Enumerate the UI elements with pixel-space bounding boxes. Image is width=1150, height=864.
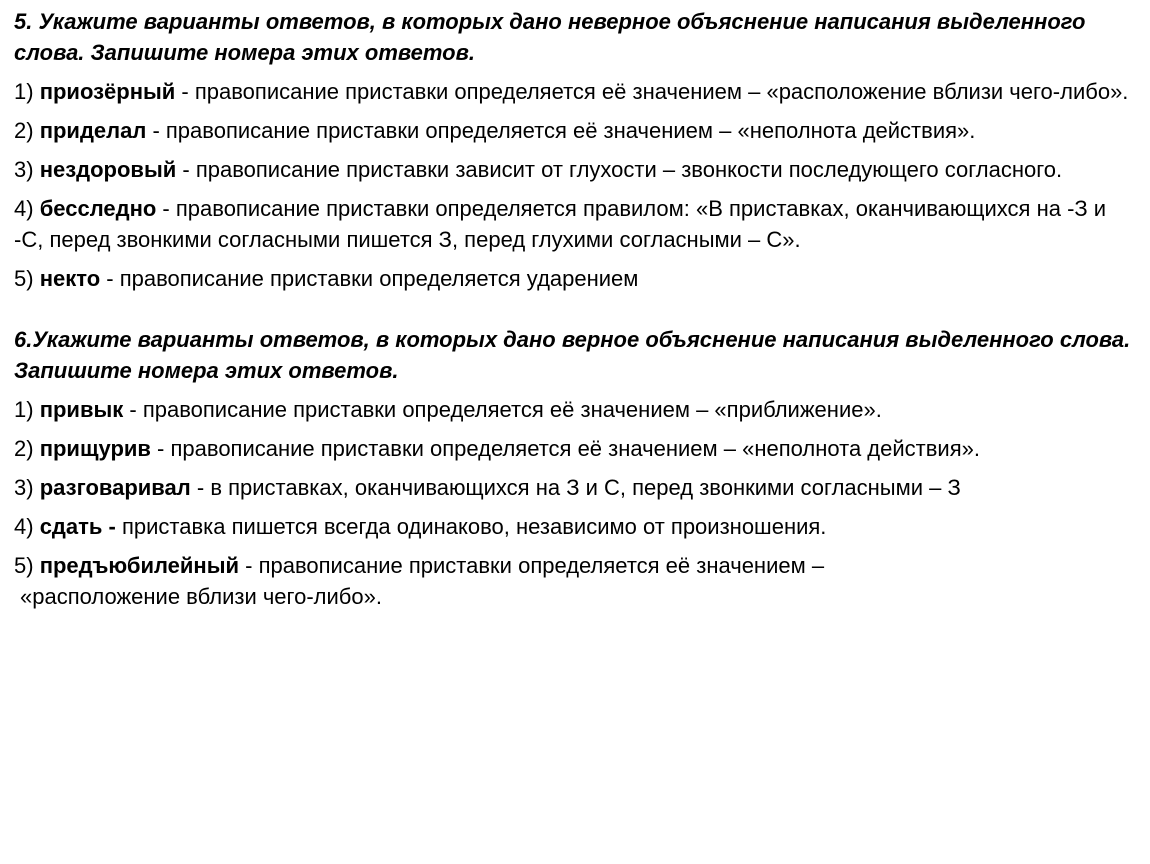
answer-item <box>14 550 1136 612</box>
answer-list <box>14 76 1136 294</box>
answer-explanation: - правописание приставки определяется её значением – «приближение». <box>123 397 882 422</box>
answer-word: бесследно <box>39 196 157 221</box>
answer-explanation: - правописание приставки определяется ударением <box>100 266 639 291</box>
answer-list <box>14 394 1136 612</box>
answer-explanation: - правописание приставки определяется её значением – «расположение вблизи чего-либо». <box>175 79 1129 104</box>
answer-word: привык <box>39 397 124 422</box>
task-6 <box>14 324 1136 612</box>
answer-explanation: - правописание приставки определяется её значением – «неполнота действия». <box>146 118 976 143</box>
answer-word: некто <box>39 266 101 291</box>
answer-number: 2) <box>14 118 34 143</box>
answer-explanation: - правописание приставки зависит от глухости – звонкости последующего согласного. <box>176 157 1063 182</box>
task-title: 6.Укажите варианты ответов, в которых дано верное объяснение написания выделенного слова. Запишите номера этих ответов. <box>14 327 1131 383</box>
answer-item <box>14 433 1136 464</box>
answer-word: нездоровый <box>39 157 177 182</box>
answer-number: 4) <box>14 514 34 539</box>
answer-word: сдать - <box>39 514 116 539</box>
answer-number: 2) <box>14 436 34 461</box>
answer-explanation: - правописание приставки определяется её значением – <box>239 553 825 578</box>
answer-word: приделал <box>39 118 147 143</box>
answer-word: приозёрный <box>39 79 176 104</box>
answer-item <box>14 76 1136 107</box>
answer-item <box>14 511 1136 542</box>
task-title: 5. Укажите варианты ответов, в которых дано неверное объяснение написания выделенного слова. Запишите номера этих ответов. <box>14 9 1086 65</box>
answer-explanation: - правописание приставки определяется правилом: «В приставках, оканчивающихся на -З и -С, перед звонкими согласными пишется З, перед глухими согласными – С». <box>14 196 1107 252</box>
answer-explanation-continued: «расположение вблизи чего-либо». <box>20 584 382 609</box>
answer-number: 1) <box>14 397 34 422</box>
answer-item <box>14 263 1136 294</box>
answer-number: 5) <box>14 553 34 578</box>
answer-explanation: - правописание приставки определяется её значением – «неполнота действия». <box>150 436 980 461</box>
answer-item <box>14 115 1136 146</box>
answer-item <box>14 193 1136 255</box>
answer-number: 4) <box>14 196 34 221</box>
answer-explanation: приставка пишется всегда одинаково, независимо от произношения. <box>115 514 827 539</box>
answer-item <box>14 472 1136 503</box>
answer-number: 1) <box>14 79 34 104</box>
answer-number: 3) <box>14 475 34 500</box>
answer-word: прищурив <box>39 436 151 461</box>
answer-explanation: - в приставках, оканчивающихся на З и С, перед звонкими согласными – З <box>190 475 961 500</box>
answer-word: разговаривал <box>39 475 191 500</box>
answer-number: 3) <box>14 157 34 182</box>
answer-item <box>14 394 1136 425</box>
task-5 <box>14 6 1136 294</box>
answer-item <box>14 154 1136 185</box>
answer-number: 5) <box>14 266 34 291</box>
answer-word: предъюбилейный <box>39 553 240 578</box>
